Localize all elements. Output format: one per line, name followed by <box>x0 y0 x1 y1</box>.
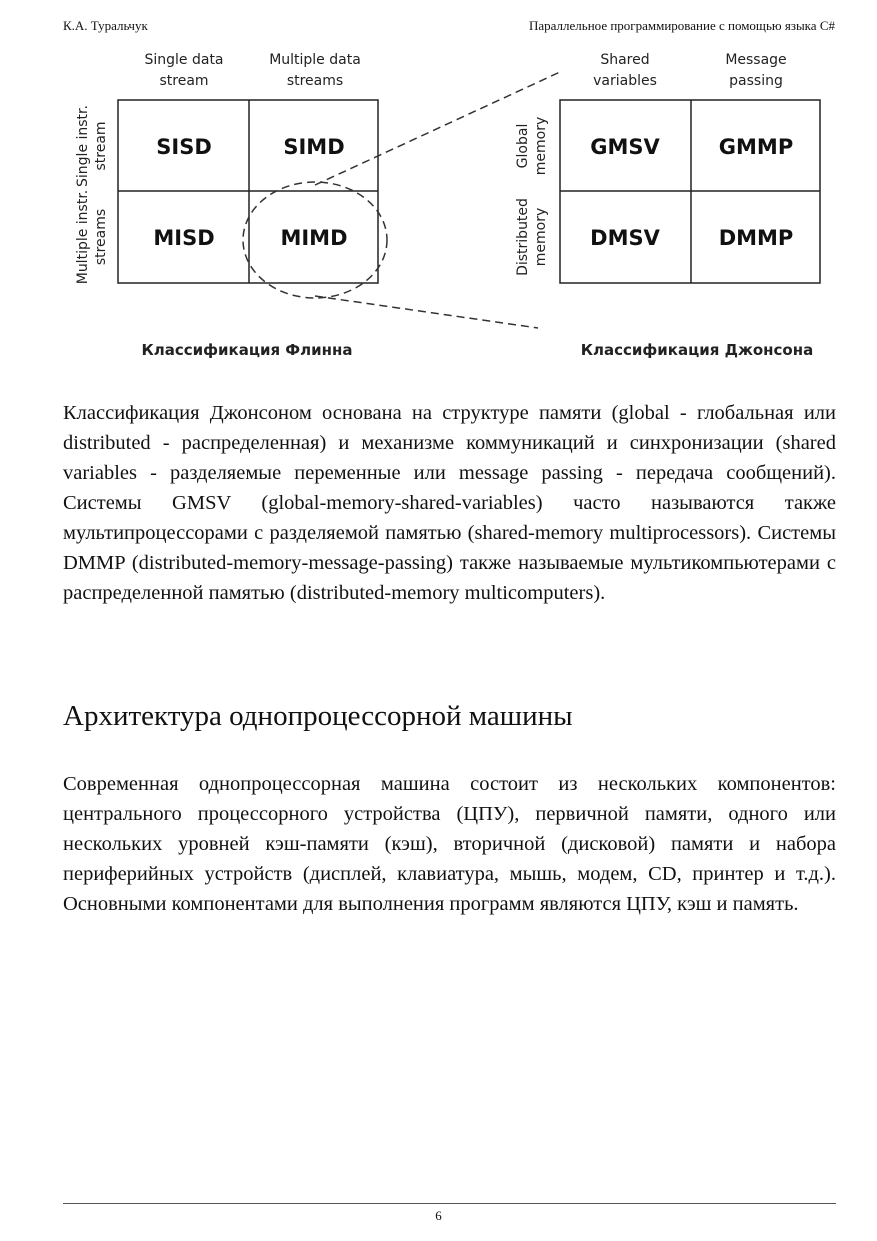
projection-line-bottom <box>315 296 538 328</box>
flynn-col-header-1-line2: stream <box>159 73 209 89</box>
flynn-row-header-1-line1: Single instr. <box>75 105 91 187</box>
flynn-cell-mimd: MIMD <box>280 226 348 250</box>
johnson-row-header-2-line1: Distributed <box>515 198 531 276</box>
johnson-caption: Классификация Джонсона <box>580 341 814 359</box>
classification-figure <box>60 42 840 372</box>
flynn-row-header-1-line2: stream <box>93 121 109 171</box>
flynn-caption: Классификация Флинна <box>141 341 353 359</box>
johnson-cell-dmmp: DMMP <box>718 226 794 250</box>
johnson-col-header-2-line2: passing <box>729 73 783 89</box>
johnson-cell-gmsv: GMSV <box>590 135 660 159</box>
flynn-cell-sisd: SISD <box>156 135 212 159</box>
paragraph-uniprocessor: Современная однопроцессорная машина состоит из нескольких компонентов: центрального процессорного устройства (ЦПУ), первичной памяти, одного или нескольких уровней кэш-памяти (кэш), вторичной (дисковой) памяти и набора периферийных устройств (дисплей, клавиатура, мышь, модем, CD, принтер и т.д.). Основными компонентами для выполнения программ являются ЦПУ, кэш и память. <box>63 773 836 915</box>
johnson-col-header-1-line2: variables <box>593 73 657 89</box>
page-number: 6 <box>435 1208 442 1223</box>
flynn-col-header-1-line1: Single data <box>144 52 224 68</box>
johnson-cell-gmmp: GMMP <box>718 135 794 159</box>
flynn-row-header-2-line2: streams <box>93 208 109 266</box>
johnson-row-header-1-line2: memory <box>533 116 549 176</box>
flynn-row-header-2-line1: Multiple instr. <box>75 189 91 285</box>
johnson-row-header-1-line1: Global <box>515 123 531 169</box>
johnson-col-header-1-line1: Shared <box>600 52 650 68</box>
header-author: К.А. Туральчук <box>63 18 148 33</box>
section-title: Архитектура однопроцессорной машины <box>63 700 573 732</box>
johnson-col-header-2-line1: Message <box>725 52 787 68</box>
johnson-cell-dmsv: DMSV <box>590 226 660 250</box>
johnson-row-header-2-line2: memory <box>533 207 549 267</box>
flynn-cell-misd: MISD <box>153 226 215 250</box>
flynn-col-header-2-line1: Multiple data <box>269 52 361 68</box>
flynn-cell-simd: SIMD <box>283 135 345 159</box>
paragraph-johnson-classification: Классификация Джонсоном основана на структуре памяти (global - глобальная или distributed - распределенная) и механизме коммуникаций и синхронизации (shared variables - разделяемые переменные или message passing - передача сообщений). Системы GMSV (global-memory-shared-variables) часто называются также мультипроцессорами с разделяемой памятью (shared-memory multiprocessors). Системы DMMP (distributed-memory-message-passing) также называемые мультикомпьютерами с распределенной памятью (distributed-memory multicomputers). <box>63 402 836 604</box>
flynn-col-header-2-line2: streams <box>286 73 344 89</box>
header-book-title: Параллельное программирование с помощью языка C# <box>529 18 835 33</box>
footer-divider <box>63 1203 836 1204</box>
